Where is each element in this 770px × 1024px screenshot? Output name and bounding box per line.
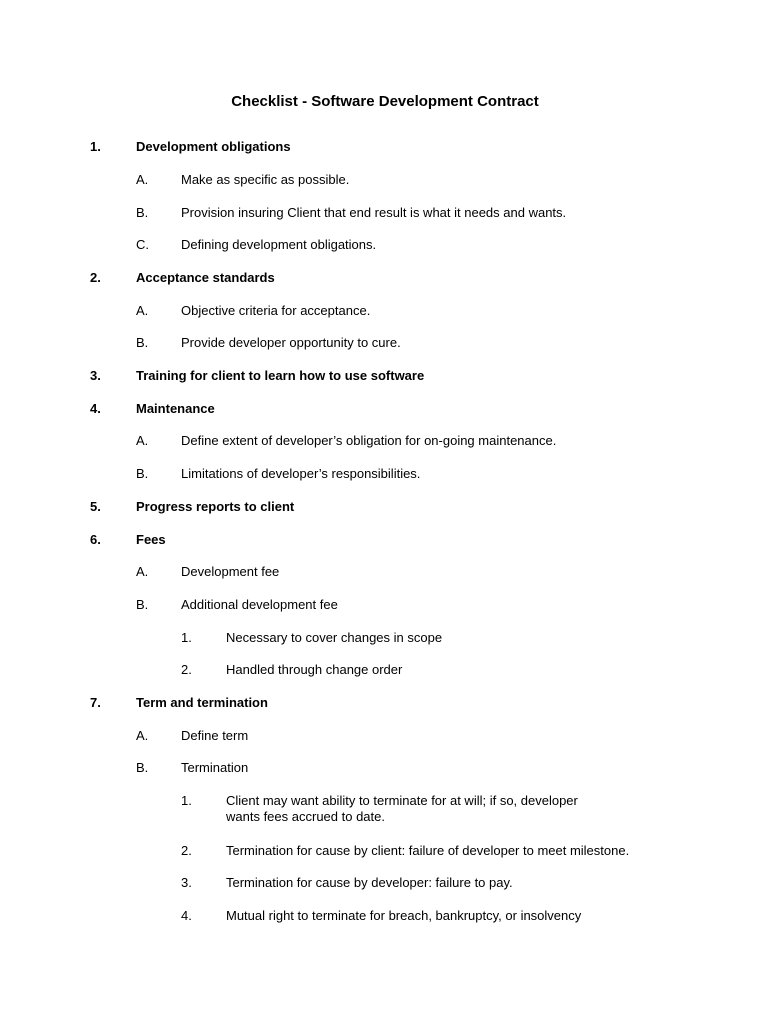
item-text: Defining development obligations. <box>181 237 377 252</box>
item-text: Provision insuring Client that end result is what it needs and wants. <box>181 205 567 220</box>
subitem-text: Client may want ability to terminate for at will; if so, developer <box>226 793 578 808</box>
section-number: 1. <box>90 139 101 154</box>
section-title: Development obligations <box>136 139 291 154</box>
subitem-marker: 3. <box>181 875 192 890</box>
section-number: 3. <box>90 368 101 383</box>
item-marker: A. <box>136 564 149 579</box>
section-title: Term and termination <box>136 695 268 710</box>
section-number: 6. <box>90 532 101 547</box>
item-marker: C. <box>136 237 149 252</box>
subitem-text: Necessary to cover changes in scope <box>226 630 443 645</box>
item-marker: A. <box>136 433 149 448</box>
item-text: Development fee <box>181 564 280 579</box>
subitem-text: Termination for cause by developer: failure to pay. <box>226 875 513 890</box>
section-title: Fees <box>136 532 166 547</box>
item-marker: B. <box>136 205 149 220</box>
subitem-marker: 4. <box>181 908 192 923</box>
page-title: Checklist - Software Development Contract <box>231 93 539 110</box>
subitem-marker: 2. <box>181 843 192 858</box>
subitem-marker: 1. <box>181 793 192 808</box>
item-marker: B. <box>136 760 149 775</box>
item-text: Additional development fee <box>181 597 338 612</box>
subitem-marker: 1. <box>181 630 192 645</box>
item-marker: A. <box>136 303 149 318</box>
section-title: Progress reports to client <box>136 499 295 514</box>
item-marker: B. <box>136 466 149 481</box>
item-text: Define term <box>181 728 249 743</box>
item-text: Termination <box>181 760 249 775</box>
section-number: 4. <box>90 401 101 416</box>
section-number: 7. <box>90 695 101 710</box>
item-text: Limitations of developer’s responsibilities. <box>181 466 421 481</box>
subitem-text-continued: wants fees accrued to date. <box>226 809 385 824</box>
item-text: Objective criteria for acceptance. <box>181 303 371 318</box>
item-text: Define extent of developer’s obligation for on-going maintenance. <box>181 433 557 448</box>
item-marker: B. <box>136 597 149 612</box>
subitem-marker: 2. <box>181 662 192 677</box>
section-title: Maintenance <box>136 401 215 416</box>
item-marker: A. <box>136 172 149 187</box>
section-number: 2. <box>90 270 101 285</box>
section-number: 5. <box>90 499 101 514</box>
subitem-text: Termination for cause by client: failure of developer to meet milestone. <box>226 843 630 858</box>
section-title: Acceptance standards <box>136 270 275 285</box>
subitem-text: Handled through change order <box>226 662 403 677</box>
item-marker: A. <box>136 728 149 743</box>
item-marker: B. <box>136 335 149 350</box>
section-title: Training for client to learn how to use software <box>136 368 425 383</box>
subitem-text: Mutual right to terminate for breach, bankruptcy, or insolvency <box>226 908 582 923</box>
item-text: Make as specific as possible. <box>181 172 350 187</box>
item-text: Provide developer opportunity to cure. <box>181 335 401 350</box>
